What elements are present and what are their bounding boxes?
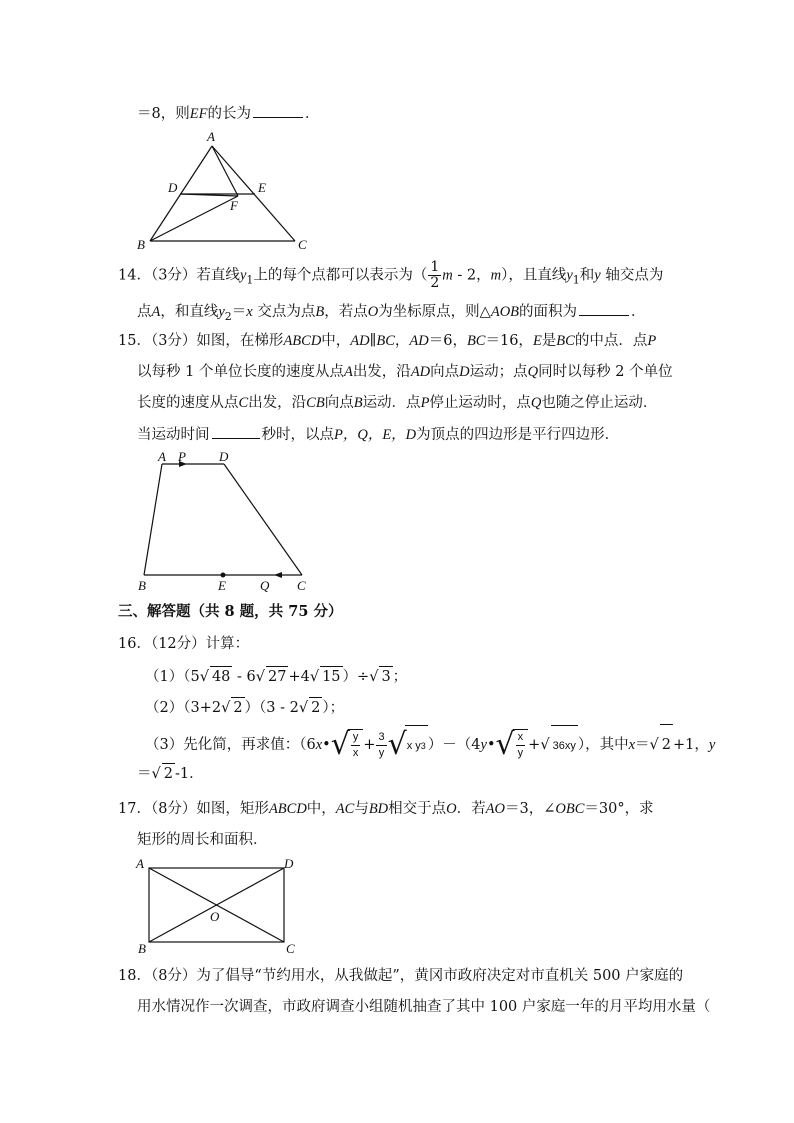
sqrt-icon: √ (330, 727, 350, 762)
label-b: B (138, 941, 146, 956)
q17-line1: 17．（8分）如图，矩形ABCD中，AC与BD相交于点O．若AO＝3，∠OBC＝30°，求 (118, 801, 654, 817)
label-d: D (219, 449, 229, 464)
q15-trapezoid-figure (130, 446, 320, 596)
answer-blank[interactable] (212, 424, 260, 439)
section-heading: 三、解答题（共 8 题，共 75 分） (118, 603, 343, 620)
side-dc (224, 464, 302, 575)
q16-head: 16．（12分）计算： (118, 636, 250, 652)
label-c: C (286, 941, 295, 956)
sqrt-fraction-x-over-y: √ $\frac{x}{y}$ (496, 729, 529, 761)
point-e (221, 573, 226, 578)
q16-part3: （3）先化简，再求值：（6x• √ $\frac{y}{x}$ + $\frac{3}{y}$ √ x y 3 ）－（4y• √ $\frac{x}{y}$ +√ 36xy ），其中x＝√ 2 +1，y (145, 724, 715, 766)
sqrt-fraction-y-over-x: √ $\frac{y}{x}$ (331, 729, 364, 761)
q16-part2: （2）（3+2√ 2 ）（3 - 2√ 2 ）； (145, 697, 344, 718)
q13-tail: ＝8，则EF的长为 ． (137, 103, 319, 124)
sqrt-icon: √ (540, 737, 550, 753)
label-c: C (297, 578, 306, 593)
label-a: A (207, 129, 215, 144)
q17-rectangle-figure (130, 852, 305, 957)
q18-line1: 18．（8分）为了倡导“节约用水，从我做起”，黄冈市政府决定对市直机关 500 户家庭的 (118, 968, 684, 984)
sqrt-icon: √ (298, 700, 309, 716)
sqrt-icon: √ (255, 669, 265, 685)
q17-line2: 矩形的周长和面积． (137, 832, 268, 848)
label-b: B (138, 578, 146, 593)
sqrt-icon: √ (495, 727, 515, 762)
q15-line4: 当运动时间 秒时，以点P，Q，E，D为顶点的四边形是平行四边形． (137, 424, 619, 445)
q15-line1: 15．（3分）如图，在梯形ABCD中，AD∥BC，AD＝6，BC＝16，E是BC的中点．点P (118, 333, 657, 349)
label-e: E (258, 180, 266, 195)
sqrt-icon: √ (151, 766, 161, 782)
label-f: F (230, 198, 238, 213)
label-b: B (137, 237, 145, 252)
q15-line2: 以每秒 1 个单位长度的速度从点A出发，沿AD向点D运动；点Q同时以每秒 2 个单位 (137, 364, 673, 380)
sqrt-icon: √ (369, 669, 379, 685)
q16-part3-line2: ＝√ 2 -1． (137, 763, 204, 784)
sqrt-icon: √ (309, 669, 320, 685)
sqrt-icon: √ (199, 669, 209, 685)
label-e: E (218, 578, 226, 593)
label-p: P (178, 449, 186, 464)
label-a: A (136, 856, 144, 871)
q15-line3: 长度的速度从点C出发，沿CB向点B运动．点P停止运动时，点Q也随之停止运动． (137, 395, 658, 411)
answer-blank[interactable] (579, 301, 629, 316)
label-q: Q (260, 578, 270, 593)
side-ab (144, 464, 162, 575)
q16-part1: （1）（5√ 48 - 6√ 27 +4√ 15 ）÷√ 3 ； (145, 666, 407, 687)
label-o: O (210, 909, 220, 924)
sqrt-icon: √ (649, 737, 659, 753)
answer-blank[interactable] (253, 103, 303, 118)
sqrt-xy3: √ x y 3 (388, 725, 428, 766)
label-d: D (284, 856, 294, 871)
sqrt-icon: √ (387, 727, 407, 762)
fraction-3-over-y: $\frac{3}{y}$ (378, 730, 385, 759)
label-d: D (168, 180, 178, 195)
segment-bf (150, 196, 238, 241)
label-a: A (158, 449, 166, 464)
sqrt-icon: √ (221, 700, 231, 716)
fraction-one-half: $\frac{1}{2}$ (430, 259, 440, 291)
q14-line2: 点A，和直线$y_2=x$ 交点为点B，若点O为坐标原点，则△AOB的面积为 ． (137, 301, 646, 327)
q14-line1: 14．（3分）若直线$y_1$上的每个点都可以表示为（ $\frac{1}{2}$ m - 2，m），且直线$y_1$和y 轴交点为 (118, 259, 664, 291)
q18-line2: 用水情况作一次调查，市政府调查小组随机抽查了其中 100 户家庭一年的月平均用水量（ (137, 999, 711, 1015)
label-c: C (298, 237, 307, 252)
arrow-q-icon (274, 572, 282, 578)
q13-triangle-figure (130, 128, 320, 253)
